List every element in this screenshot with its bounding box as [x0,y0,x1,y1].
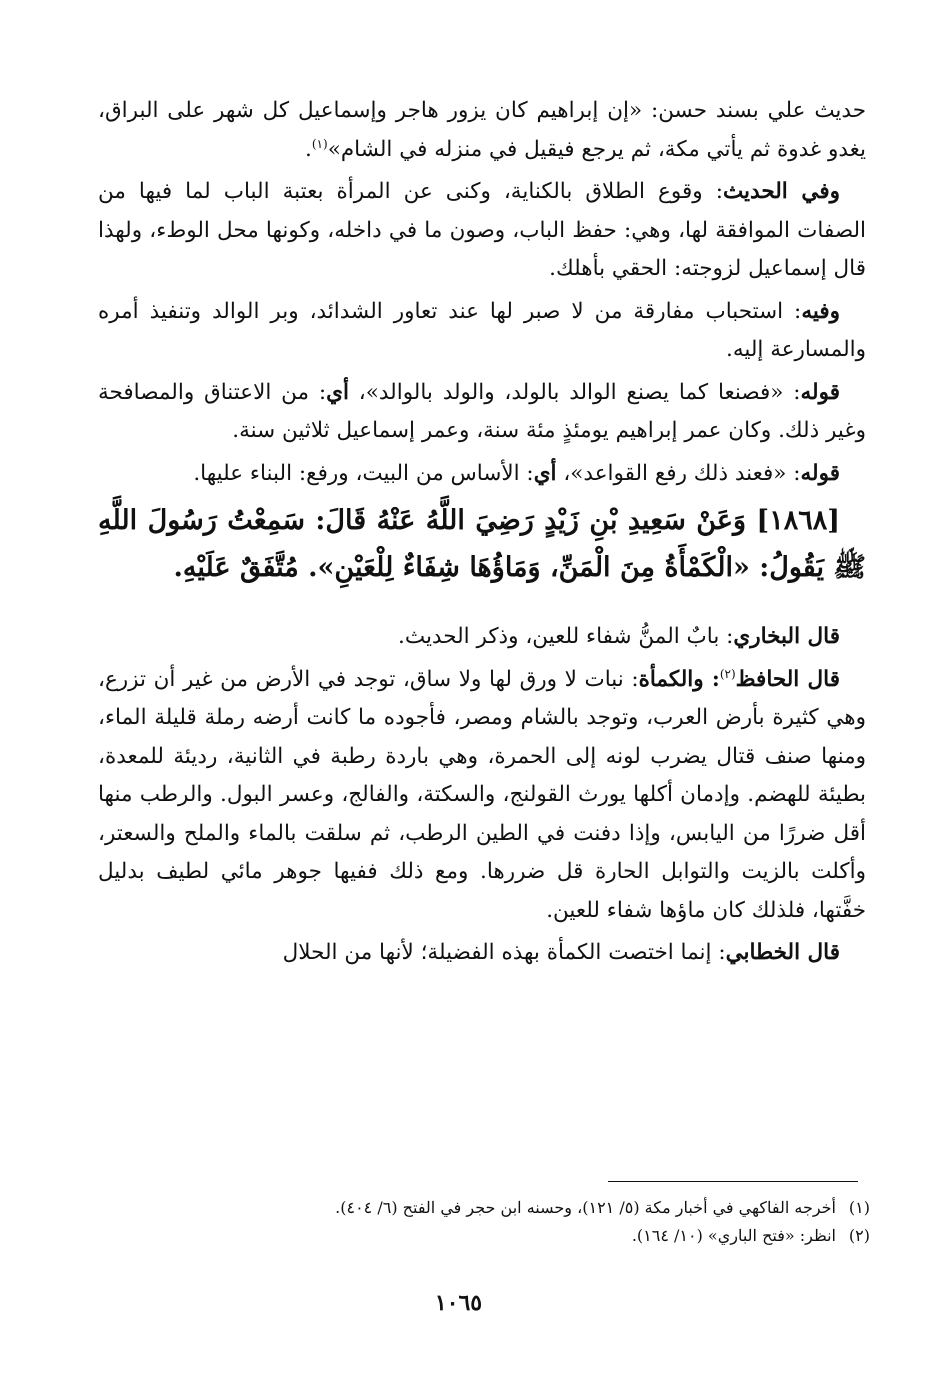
paragraph-2-lead: وفي الحديث [722,179,840,204]
paragraph-4-lead2: أي [326,379,349,405]
footnote-1 [160,1194,870,1222]
paragraph-8-lead: قال الخطابي [725,940,840,965]
footnote-1-text: أخرجه الفاكهي في أخبار مكة (٥/ ١٢١)، وحسنه ابن حجر في الفتح (٦/ ٤٠٤). [335,1198,836,1217]
paragraph-7-lead2: : والكمأة [638,666,720,692]
hadith-text: [١٨٦٨] وَعَنْ سَعِيدِ بْنِ زَيْدٍ رَضِيَ اللَّهُ عَنْهُ قَالَ: سَمِعْتُ رَسُولَ اللَّهِ ﷺ يَقُولُ: «الْكَمْأَةُ مِنَ الْمَنِّ، وَمَاؤُهَا شِفَاءٌ لِلْعَيْنِ». مُتَّفَقٌ عَلَيْهِ. [98,505,866,583]
paragraph-3-lead: وفيه [801,298,840,324]
footnote-ref-2[interactable]: (٢) [719,666,736,681]
paragraph-5-text: : الأساس من البيت، ورفع: البناء عليها. [193,460,534,486]
main-text [98,92,866,973]
paragraph-5-lead: قوله [800,460,840,486]
paragraph-5 [98,455,866,494]
footnote-ref-1[interactable]: (١) [311,136,328,151]
footnote-2 [160,1222,870,1250]
paragraph-1-end: . [305,136,312,162]
footnote-divider [608,1181,858,1182]
footnotes [160,1194,870,1250]
paragraph-7 [98,661,866,931]
page-number: ١٠٦٥ [434,1290,483,1316]
paragraph-8 [98,934,866,973]
paragraph-6-lead: قال البخاري [733,624,840,649]
paragraph-1-text: حديث علي بسند حسن: «إن إبراهيم كان يزور هاجر وإسماعيل كل شهر على البراق، يغدو غدوة ثم يأتي مكة، ثم يرجع فيقيل في منزله في الشام» [98,98,866,162]
paragraph-4-quote: : «فصنعا كما يصنع الوالد بالولد، والولد بالوالد»، [348,379,801,405]
paragraph-6 [98,618,866,657]
paragraph-5-lead2: أي [533,460,557,486]
paragraph-7-lead: قال الحافظ [735,666,840,692]
paragraph-3 [98,293,866,370]
paragraph-1 [98,92,866,169]
paragraph-2 [98,173,866,289]
paragraph-4-text: : من الاعتناق والمصافحة وغير ذلك. وكان عمر إبراهيم يومئذٍ مئة سنة، وعمر إسماعيل ثلاثين سنة. [98,379,866,443]
footnote-2-text: انظر: «فتح الباري» (١٠/ ١٦٤). [631,1226,836,1245]
paragraph-7-text: : نبات لا ورق لها ولا ساق، توجد في الأرض من غير أن تزرع، وهي كثيرة بأرض العرب، وتوجد بالشام ومصر، فأجوده ما كانت أرضه رملة قليلة الماء، ومنها صنف قتال يضرب لونه إلى الحمرة، وهي باردة رطبة في الثانية، رديئة للمعدة، بطيئة للهضم. وإدمان أكلها يورث القولنج، والسكتة، والفالج، وعسر البول. والرطب منها أقل ضررًا من اليابس، وإذا دفنت في الطين الرطب، ثم سلقت بالماء والملح والسعتر، وأكلت بالزيت والتوابل الحارة قل ضررها. ومع ذلك ففيها جوهر مائي لطيف بدليل خفَّتها، فلذلك كان ماؤها شفاء للعين. [98,666,866,923]
paragraph-5-quote: : «فعند ذلك رفع القواعد»، [556,460,801,486]
paragraph-3-text: : استحباب مفارقة من لا صبر لها عند تعاور الشدائد، وبر الوالد وتنفيذ أمره والمسارعة إليه. [98,298,866,362]
paragraph-2-text: : وقوع الطلاق بالكناية، وكنى عن المرأة بعتبة الباب لما فيها من الصفات الموافقة لها، وهي: حفظ الباب، وصون ما في داخله، وكونها محل الوطء، ولهذا قال إسماعيل لزوجته: الحقي بأهلك. [98,179,866,281]
paragraph-4 [98,374,866,451]
paragraph-4-lead: قوله [800,379,840,405]
paragraph-6-text: : بابٌ المنُّ شفاء للعين، وذكر الحديث. [398,624,734,649]
footnote-1-number: (١) [848,1198,870,1217]
paragraph-8-text: : إنما اختصت الكمأة بهذه الفضيلة؛ لأنها من الحلال [282,940,726,965]
footnote-2-number: (٢) [848,1226,870,1245]
